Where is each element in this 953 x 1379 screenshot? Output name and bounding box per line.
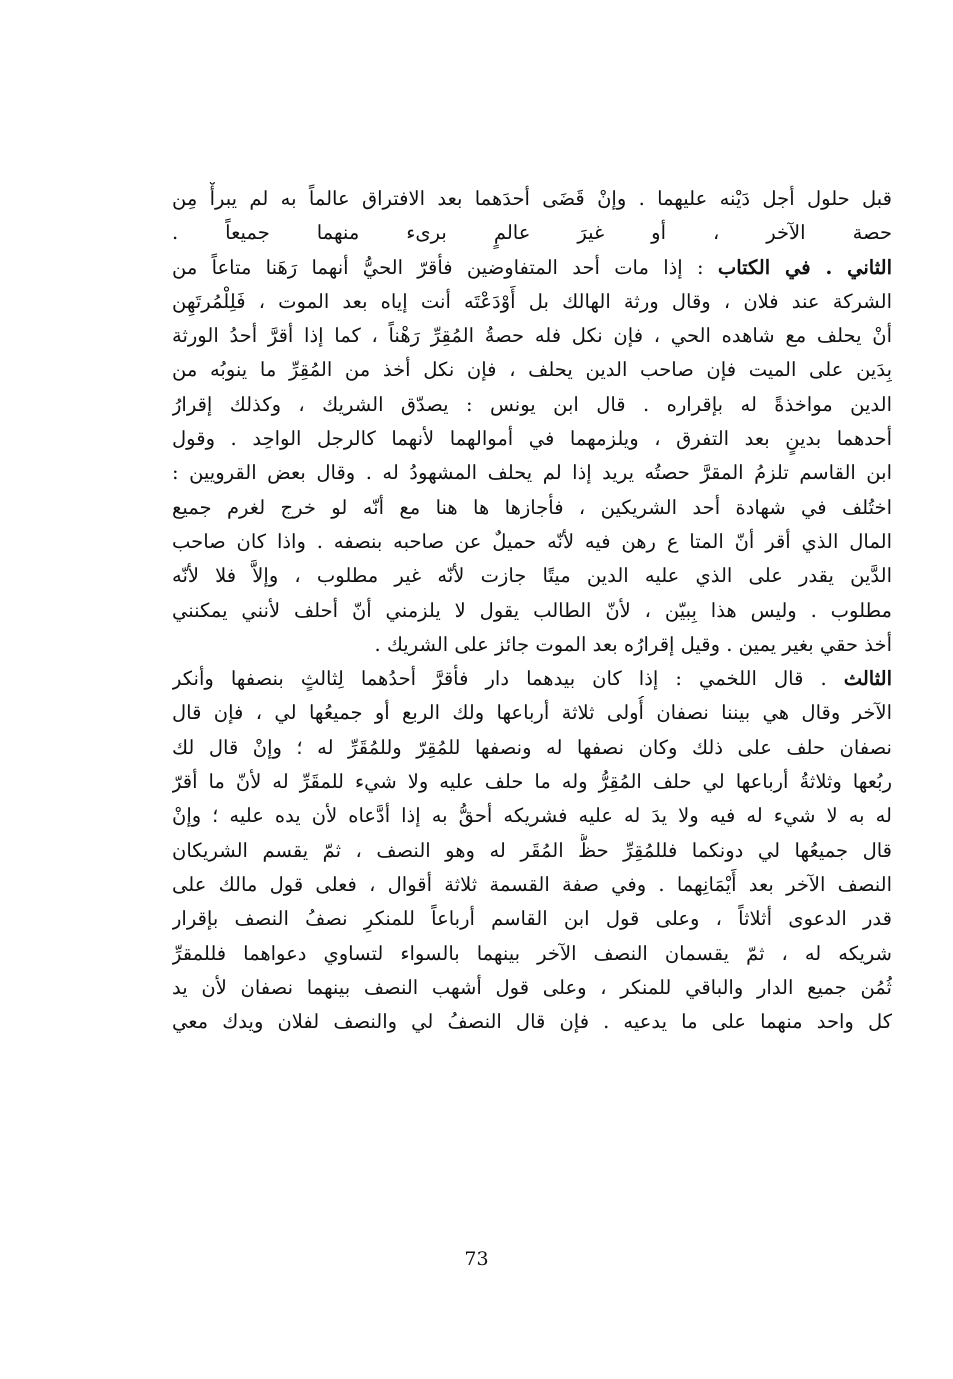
line-text: الدَّين يقدر على الذي عليه الدين ميتًا جازت لأنّه غير مطلوب ، وإلاَّ فلا لأنّه (172, 564, 892, 588)
line-text: . قال اللخمي : إذا كان بيدهما دار فأقرَّ أحدُهما لِثالثٍ بنصفها وأنكر (172, 667, 844, 691)
text-line (172, 491, 892, 525)
text-line (172, 765, 892, 799)
text-line (172, 525, 892, 559)
line-text: بِدَين على الميت فإن صاحب الدين يحلف ، فإن نكل أخذ من المُقِرِّ ما ينوبُه من (172, 358, 892, 382)
line-text: أخذ حقي بغير يمين . وقيل إقرارُه بعد الموت جائز على الشريك . (374, 632, 892, 656)
text-line (172, 696, 892, 730)
text-line (172, 285, 892, 319)
text-line (172, 662, 892, 696)
line-text: النصف الآخر بعد أَيْمَانِهما . وفي صفة القسمة ثلاثة أقوال ، فعلى قول مالك على (172, 872, 892, 896)
line-text: قدر الدعوى أثلاثاً ، وعلى قول ابن القاسم أرباعاً للمنكرِ نصفُ النصف بإقرار (172, 907, 892, 931)
section-heading: الثاني . في الكتاب (717, 255, 892, 279)
text-line (172, 251, 892, 285)
line-text: الدين مواخذةً له بإقراره . قال ابن يونس : يصدّق الشريك ، وكذلك إقرارُ (172, 392, 892, 416)
text-line (172, 422, 892, 456)
text-line (172, 559, 892, 593)
text-line (172, 937, 892, 971)
line-text: أحدهما بدينٍ بعد التفرق ، ويلزمهما في أموالهما لأنهما كالرجل الواحِد . وقول (172, 427, 892, 451)
line-text: حصة الآخر ، أو غيرَ عالمٍ برىء منهما جميعاً . (172, 221, 892, 245)
text-line (172, 902, 892, 936)
text-line (172, 1005, 892, 1039)
line-text: اختُلف في شهادة أحد الشريكين ، فأجازها ها هنا مع أنّه لو خرج لغرم جميع (172, 495, 892, 519)
text-line (172, 182, 892, 216)
text-line (172, 799, 892, 833)
line-text: ابن القاسم تلزمُ المقرَّ حصتُه يريد إذا لم يحلف المشهودُ له . وقال بعض القرويين : (172, 461, 892, 485)
text-line (172, 628, 892, 662)
text-line (172, 353, 892, 387)
section-heading: الثالث (843, 667, 892, 691)
text-line (172, 388, 892, 422)
text-line (172, 731, 892, 765)
line-text: قال جميعُها لي دونكما فللمُقِرِّ حظُّ المُقَر له وهو النصف ، ثمّ يقسم الشريكان (172, 838, 892, 862)
line-text: ثُمُن جميع الدار والباقي للمنكر ، وعلى قول أشهب النصف بينهما نصفان لأن يد (172, 975, 892, 999)
line-text: أنْ يحلف مع شاهده الحي ، فإن نكل فله حصةُ المُقِرِّ رَهْناً ، كما إذا أقرَّ أحدُ الورثة (172, 324, 892, 348)
line-text: نصفان حلف على ذلك وكان نصفها له ونصفها للمُقِرّ وللمُقَرِّ له ؛ وإنْ قال لك (172, 735, 892, 759)
text-line (172, 216, 892, 250)
body-text (172, 182, 892, 1039)
text-line (172, 594, 892, 628)
line-text: المال الذي أقر أنّ المتا ع رهن فيه لأنّه حميلٌ عن صاحبه بنصفه . واذا كان صاحب (172, 529, 892, 553)
line-text: قبل حلول أجل دَيْنه عليهما . وإنْ قَضَى أحدَهما بعد الافتراق عالماً به لم يبرأْ مِن (172, 187, 892, 210)
line-text: الآخر وقال هي بيننا نصفان أُولى ثلاثة أرباعها ولك الربع أو جميعُها لي ، فإن قال (172, 701, 892, 725)
line-text: كل واحد منهما على ما يدعيه . فإن قال النصفُ لي والنصف لفلان ويدك معي (172, 1010, 892, 1034)
line-text: ربُعها وثلاثةُ أرباعها لي حلف المُقِرُّ وله ما حلف عليه ولا شيء للمقَرِّ له لأنّ ما أقرّ (172, 770, 892, 794)
line-text: الشركة عند فلان ، وقال ورثة الهالك بل أَوْدَعْتَه أنت إياه بعد الموت ، فَلِلْمُرتَهِن (172, 289, 892, 313)
line-text: شريكه له ، ثمّ يقسمان النصف الآخر بينهما بالسواء لتساوي دعواهما فللمقرِّ (172, 941, 892, 965)
line-text: مطلوب . وليس هذا بِبيّن ، لأنّ الطالب يقول لا يلزمني أنّ أحلف لأنني يمكنني (172, 598, 892, 622)
page-number: 73 (464, 1248, 489, 1270)
line-text: : إذا مات أحد المتفاوضين فأقرّ الحيُّ أنهما رَهَنا متاعاً من (172, 255, 718, 279)
text-line (172, 971, 892, 1005)
text-line (172, 319, 892, 353)
text-line (172, 456, 892, 490)
text-line (172, 834, 892, 868)
line-text: له به لا شيء له فيه ولا يدَ له عليه فشريكه أحقُّ به إذا أدَّعاه لأن يده عليه ؛ وإنْ (172, 804, 892, 828)
text-line (172, 868, 892, 902)
